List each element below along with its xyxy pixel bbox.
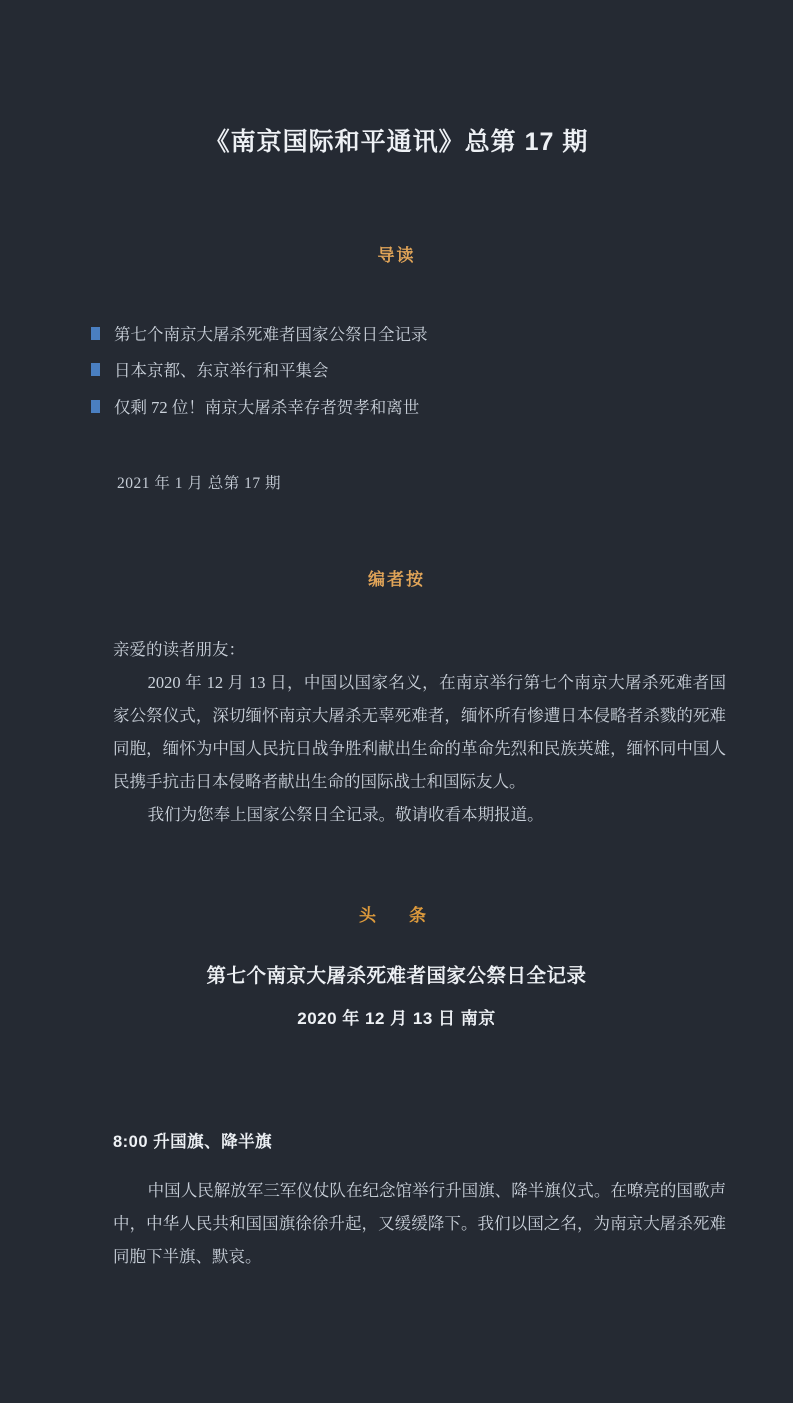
list-item[interactable]	[60, 322, 733, 348]
headline-title: 第七个南京大屠杀死难者国家公祭日全记录	[206, 965, 587, 988]
list-item[interactable]	[60, 358, 733, 384]
lead-section-heading: 导读	[377, 246, 416, 265]
editor-note-heading: 编者按	[368, 570, 425, 590]
list-item[interactable]	[60, 395, 733, 421]
headline-section-heading: 头 条	[359, 906, 434, 926]
editor-note-paragraph: 我们为您奉上国家公祭日全记录。敬请收看本期报道。	[147, 805, 544, 825]
section-paragraph: 中国人民解放军三军仪仗队在纪念馆举行升国旗、降半旗仪式。在嘹亮的国歌声中，中华人民共和国国旗徐徐升起，又缓缓降下。我们以国之名，为南京大屠杀死难同胞下半旗、默哀。	[113, 1181, 726, 1267]
page-title: 《南京国际和平通讯》总第 17 期	[204, 128, 589, 156]
square-bullet-icon	[91, 363, 100, 376]
issue-date-line: 2021 年 1 月 总第 17 期	[117, 475, 282, 493]
square-bullet-icon	[91, 327, 100, 340]
section-body	[60, 1174, 733, 1303]
table-of-contents	[60, 322, 733, 421]
section-time-heading: 8:00 升国旗、降半旗	[113, 1133, 273, 1152]
square-bullet-icon	[91, 400, 100, 413]
toc-item-label: 第七个南京大屠杀死难者国家公祭日全记录	[114, 325, 428, 344]
editor-note-paragraph: 2020 年 12 月 13 日，中国以国家名义，在南京举行第七个南京大屠杀死难者国家公祭仪式，深切缅怀南京大屠杀无辜死难者，缅怀所有惨遭日本侵略者杀戮的死难同胞，缅怀为中国人民抗日战争胜利献出生命的革命先烈和民族英雄，缅怀同中国人民携手抗击日本侵略者献出生命的国际战士和国际友人。	[113, 673, 726, 792]
toc-item-label: 日本京都、东京举行和平集会	[114, 361, 329, 381]
editor-note-salutation: 亲爱的读者朋友：	[113, 640, 245, 660]
toc-item-label: 仅剩 72 位！南京大屠杀幸存者贺孝和离世	[114, 397, 420, 417]
headline-subtitle: 2020 年 12 月 13 日 南京	[297, 1009, 496, 1029]
